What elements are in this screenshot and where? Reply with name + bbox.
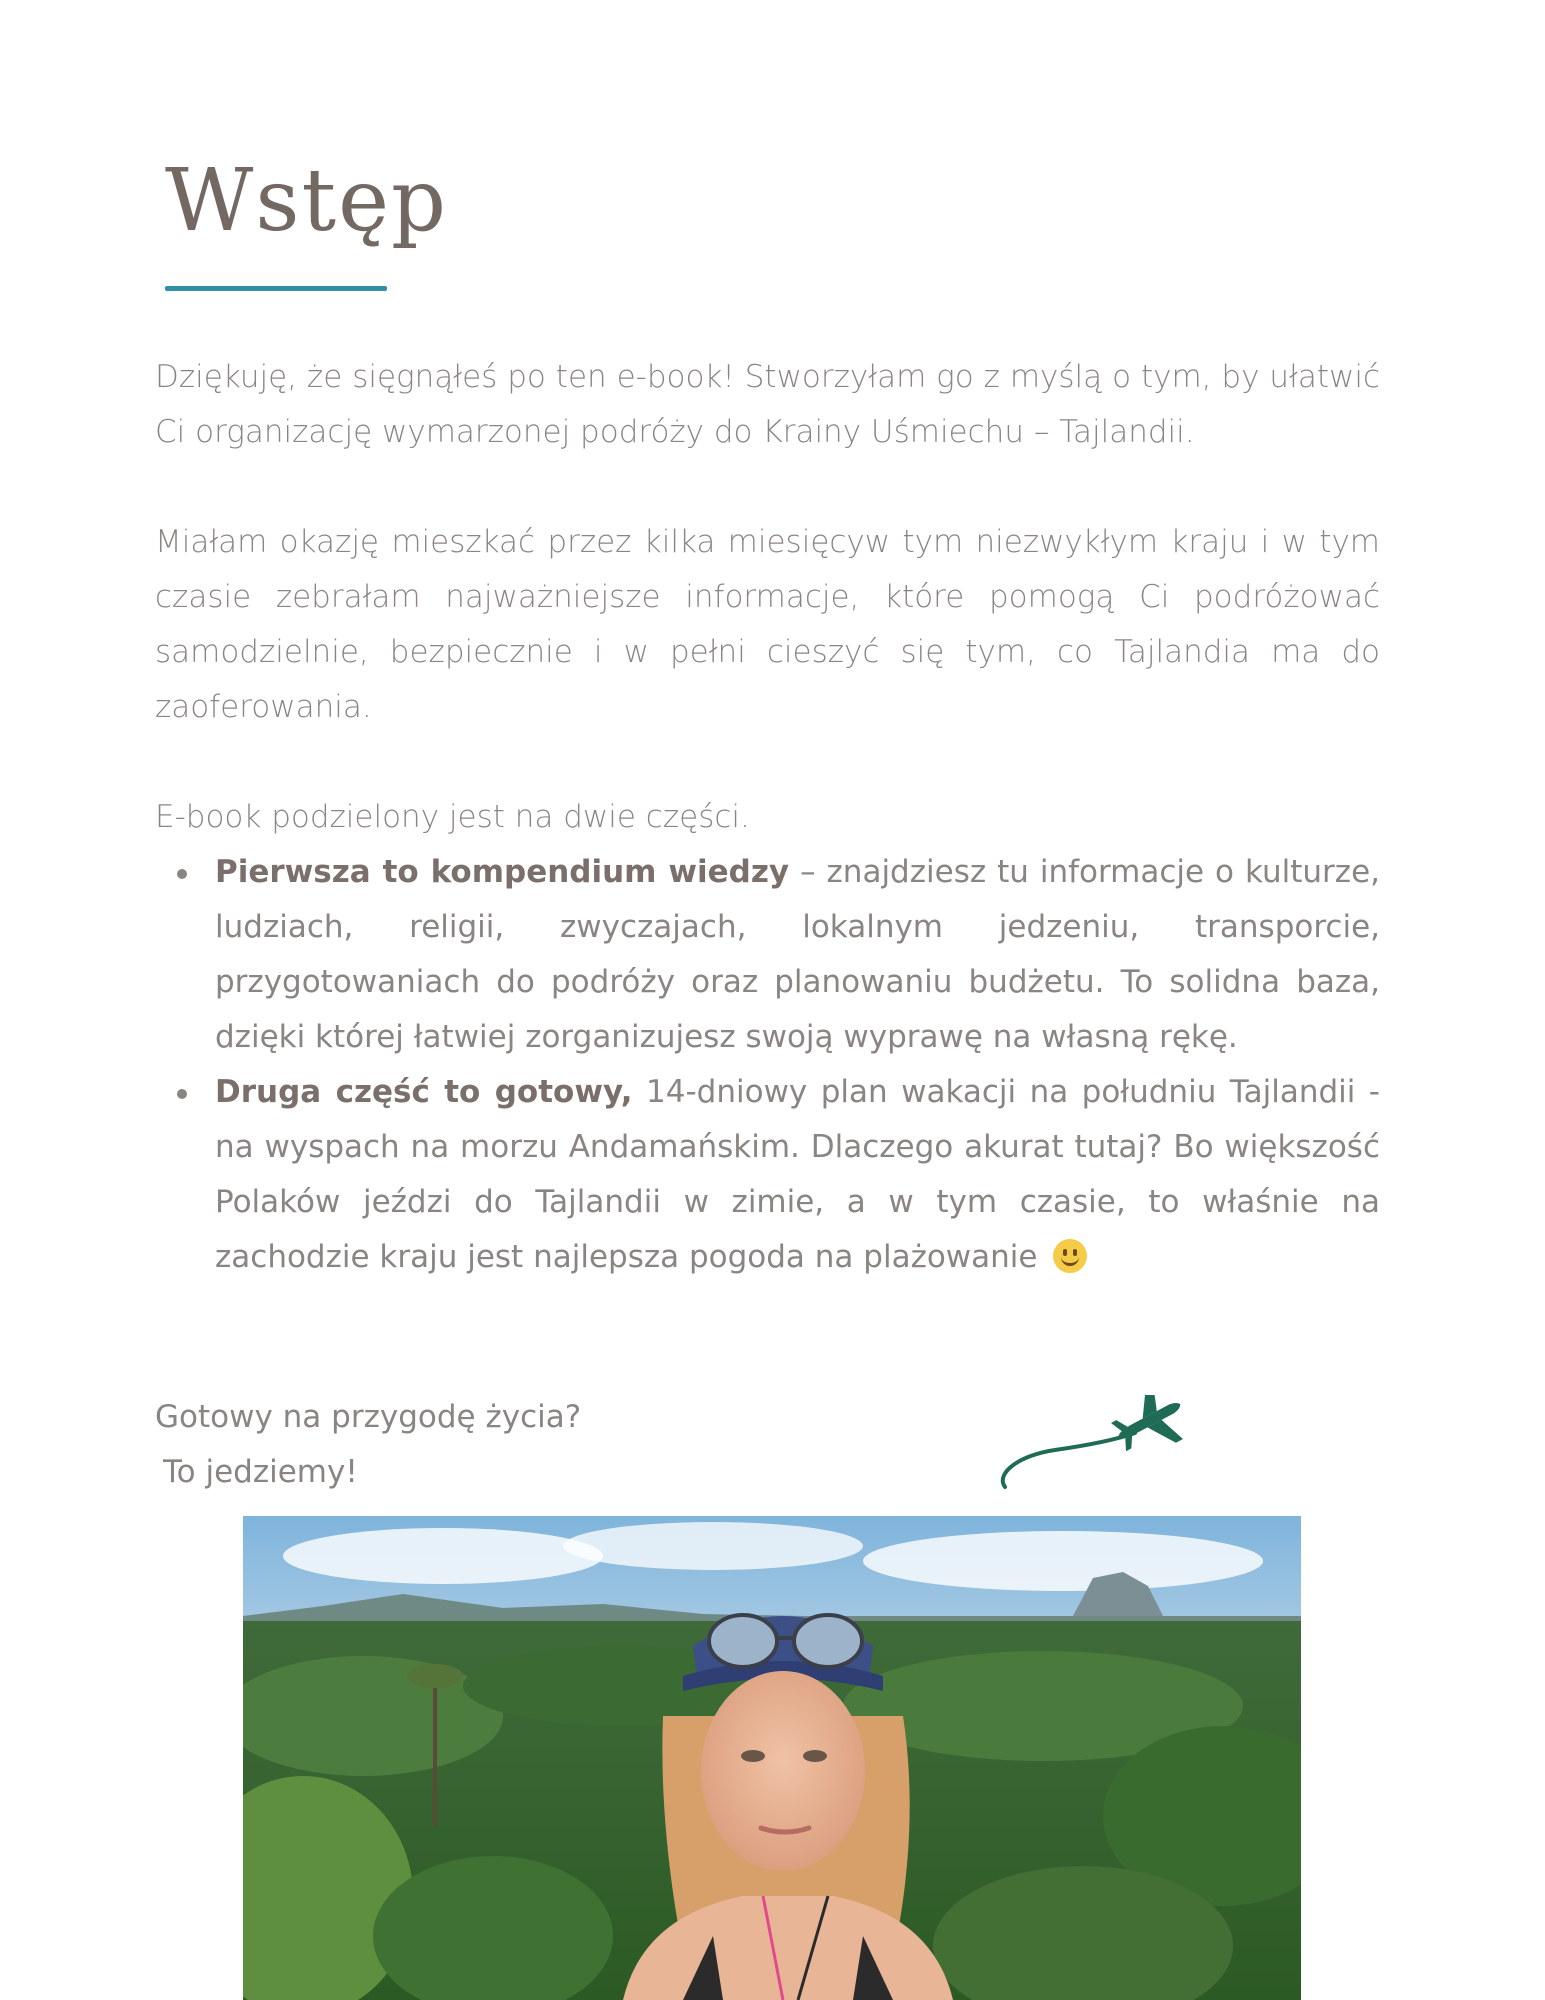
title-underline bbox=[165, 286, 387, 291]
intro-paragraph-3: E-book podzielony jest na dwie części. bbox=[155, 799, 750, 835]
intro-paragraph-2: Miałam okazję mieszkać przez kilka miesięcyw tym niezwykłym kraju i w tym czasie zebrałam najważniejsze informacje, które pomogą Ci podróżować samodzielnie, bezpiecznie i w pełni cieszyć się tym, co Tajlandia ma do zaoferowania. bbox=[155, 524, 1380, 725]
parts-list bbox=[155, 845, 1380, 1285]
list-item-bold: Pierwsza to kompendium wiedzy bbox=[215, 854, 790, 890]
closing-line-2: To jedziemy! bbox=[163, 1454, 358, 1490]
smile-emoji-icon bbox=[1053, 1239, 1087, 1273]
list-item bbox=[155, 1065, 1380, 1285]
list-item bbox=[155, 845, 1380, 1065]
list-item-bold: Druga część to gotowy, bbox=[215, 1074, 633, 1110]
list-item-text: 14-dniowy plan wakacji na południu Tajlandii - na wyspach na morzu Andamańskim. Dlaczego akurat tutaj? Bo większość Polaków jeździ do Tajlandii w zimie, a w tym czasie, to właśnie na zachodzie kraju jest najlepsza pogoda na plażowanie bbox=[215, 1074, 1380, 1275]
closing-text bbox=[155, 1390, 581, 1500]
bullet bbox=[177, 1089, 187, 1099]
page-title: Wstęp bbox=[165, 151, 449, 251]
airplane-icon bbox=[995, 1395, 1195, 1505]
author-photo bbox=[243, 1516, 1301, 2000]
bullet bbox=[177, 869, 187, 879]
list-item-text: – znajdziesz tu informacje o kulturze, ludziach, religii, zwyczajach, lokalnym jedzeniu, transporcie, przygotowaniach do podróży oraz planowaniu budżetu. To solidna baza, dzięki której łatwiej zorganizujesz swoją wyprawę na własną rękę. bbox=[215, 854, 1380, 1055]
intro-paragraph-1: Dziękuję, że sięgnąłeś po ten e-book! Stworzyłam go z myślą o tym, by ułatwić Ci organizację wymarzonej podróży do Krainy Uśmiechu – Tajlandii. bbox=[155, 359, 1380, 450]
closing-line-1: Gotowy na przygodę życia? bbox=[155, 1399, 582, 1435]
